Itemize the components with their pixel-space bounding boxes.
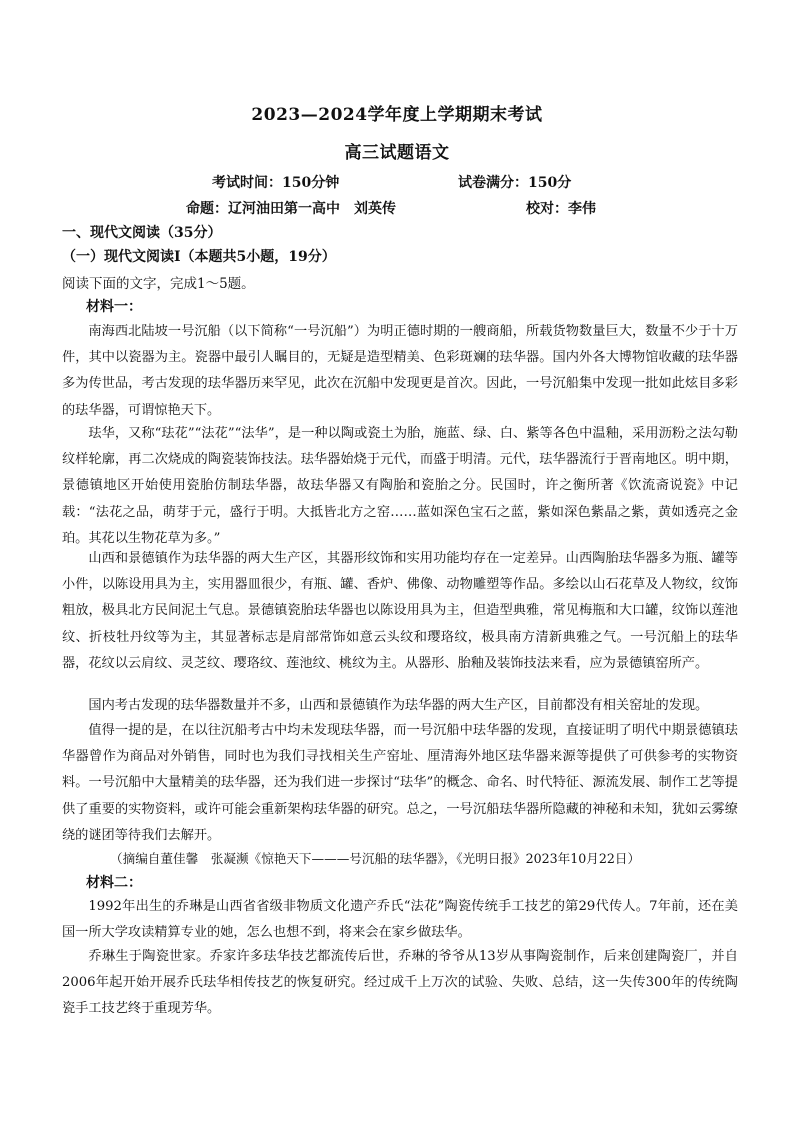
reading-instruction: 阅读下面的文字，完成1～5题。 <box>62 276 255 292</box>
exam-title: 2023—2024学年度上学期期末考试 <box>251 105 543 125</box>
exam-time: 考试时间：150分钟 <box>212 175 340 191</box>
exam-author: 命题：辽河油田第一高中 刘英传 <box>186 201 396 217</box>
material-2-paragraph: 1992年出生的乔琳是山西省省级非物质文化遗产乔氏“法花”陶瓷传统手工技艺的第29代传人。7年前，还在美国一所大学攻读精算专业的她，怎么也想不到，将来会在家乡做珐华。 <box>62 899 738 941</box>
full-score: 试卷满分：150分 <box>458 175 572 191</box>
material-1-label: 材料一： <box>86 299 142 315</box>
exam-subtitle: 高三试题语文 <box>344 143 450 163</box>
material-1-paragraph: 珐华，又称“珐花”“法花”“法华”，是一种以陶或瓷土为胎，施蓝、绿、白、紫等各色中温釉，采用沥粉之法勾勒纹样轮廓，再二次烧成的陶瓷装饰技法。珐华器始烧于元代，而盛于明清。元代，珐华器流行于晋南地区。明中期，景德镇地区开始使用瓷胎仿制珐华器，故珐华器又有陶胎和瓷胎之分。民国时，许之衡所著《饮流斋说瓷》中记载：“法花之品，萌芽于元，盛行于明。大抵皆北方之窑……蓝如深色宝石之蓝，紫如深色紫晶之紫，黄如透亮之金珀。其花以生物花草为多。” <box>62 426 738 546</box>
exam-reviewer: 校对：李伟 <box>526 201 596 217</box>
material-1-paragraph: 南海西北陆坡一号沉船（以下简称“一号沉船”）为明正德时期的一艘商船，所载货物数量巨大，数量不少于十万件，其中以瓷器为主。瓷器中最引人瞩目的，无疑是造型精美、色彩斑斓的珐华器。国内外各大博物馆收藏的珐华器多为传世品，考古发现的珐华器历来罕见，此次在沉船中发现更是首次。因此，一号沉船集中发现一批如此炫目多彩的珐华器，可谓惊艳天下。 <box>62 324 738 418</box>
material-1-paragraph: 国内考古发现的珐华器数量并不多，山西和景德镇作为珐华器的两大生产区，目前都没有相关窑址的发现。 <box>88 698 709 713</box>
material-1-paragraph: 山西和景德镇作为珐华器的两大生产区，其器形纹饰和实用功能均存在一定差异。山西陶胎珐华器多为瓶、罐等小件，以陈设用具为主，实用器皿很少，有瓶、罐、香炉、佛像、动物雕塑等作品。多绘以山石花草及人物纹，纹饰粗放，极具北方民间泥土气息。景德镇瓷胎珐华器也以陈设用具为主，但造型典雅，常见梅瓶和大口罐，纹饰以莲池纹、折枝牡丹纹等为主，其显著标志是肩部常饰如意云头纹和璎珞纹，极具南方清新典雅之气。一号沉船上的珐华器，花纹以云肩纹、灵芝纹、璎珞纹、莲池纹、桃纹为主。从器形、胎釉及装饰技法来看，应为景德镇窑所产。 <box>62 551 738 671</box>
material-1-paragraph: 值得一提的是，在以往沉船考古中均未发现珐华器，而一号沉船中珐华器的发现，直接证明了明代中期景德镇珐华器曾作为商品对外销售，同时也为我们寻找相关生产窑址、厘清海外地区珐华器来源等提供了可供参考的实物资料。一号沉船中大量精美的珐华器，还为我们进一步探讨“珐华”的概念、命名、时代特征、源流发展、制作工艺等提供了重要的实物资料，或许可能会重新架构珐华器的研究。总之，一号沉船珐华器所隐藏的神秘和未知，犹如云雾缭绕的谜团等待我们去解开。 <box>62 723 738 843</box>
part-heading: （一）现代文阅读Ⅰ（本题共5小题，19分） <box>62 249 336 265</box>
material-1-source: （摘编自董佳馨 张凝濒《惊艳天下———号沉船的珐华器》，《光明日报》2023年10月22日） <box>110 851 641 866</box>
material-2-label: 材料二： <box>86 875 142 891</box>
material-2-paragraph: 乔琳生于陶瓷世家。乔家许多珐华技艺都流传后世，乔琳的爷爷从13岁从事陶瓷制作，后来创建陶瓷厂，并自2006年起开始开展乔氏珐华相传技艺的恢复研究。经过成千上万次的试验、失败、总结，这一失传300年的传统陶瓷手工技艺终于重现芳华。 <box>62 949 738 1017</box>
section-heading: 一、现代文阅读（35分） <box>62 225 222 241</box>
